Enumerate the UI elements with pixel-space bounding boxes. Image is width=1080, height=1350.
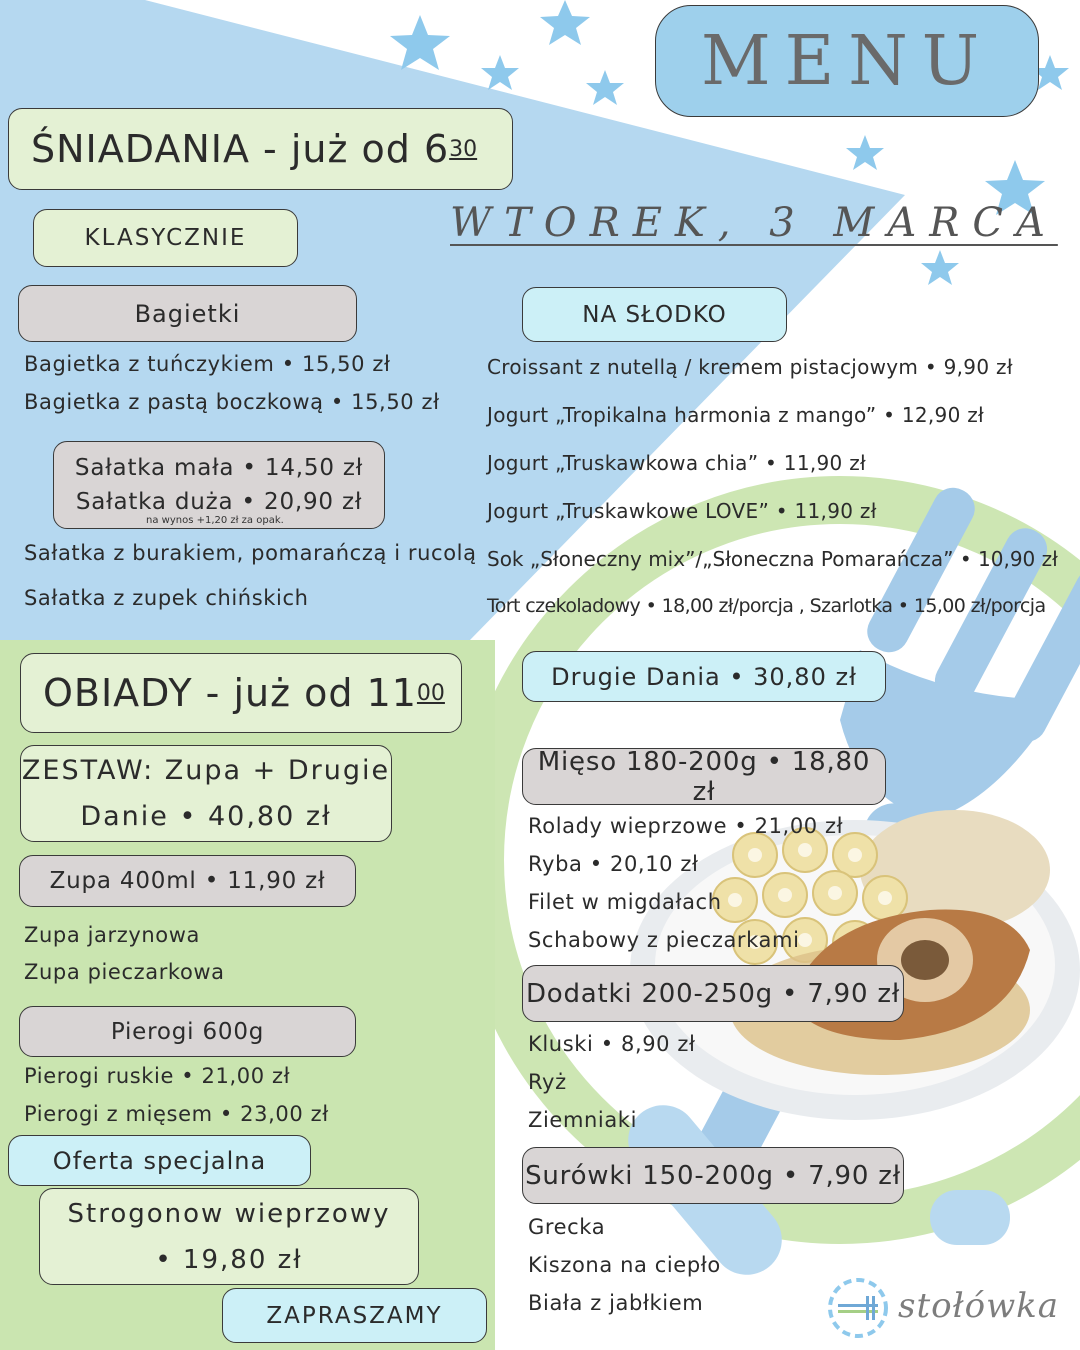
classic-label — [33, 209, 298, 267]
salad-item: Sałatka z zupek chińskich — [24, 586, 309, 610]
soup-heading-text: Zupa 400ml • 11,90 zł — [49, 868, 326, 894]
lunch-set-box — [20, 745, 392, 842]
sweet-heading-text: NA SŁODKO — [582, 301, 727, 328]
special-offer-line1: Strogonow wieprzowy — [67, 1198, 391, 1229]
mains-heading-text: Drugie Dania • 30,80 zł — [551, 662, 857, 691]
pierogi-item: Pierogi z mięsem • 23,00 zł — [24, 1102, 329, 1126]
side-item: Kluski • 8,90 zł — [528, 1032, 696, 1056]
pierogi-heading — [19, 1006, 356, 1057]
lunch-set-line1: ZESTAW: Zupa + Drugie — [21, 754, 391, 786]
meat-item: Rolady wieprzowe • 21,00 zł — [528, 814, 844, 838]
pierogi-heading-text: Pierogi 600g — [110, 1018, 265, 1045]
salad-large-price: Sałatka duża • 20,90 zł — [75, 489, 363, 515]
soup-heading — [19, 855, 356, 907]
special-offer-box — [39, 1188, 419, 1285]
pierogi-item: Pierogi ruskie • 21,00 zł — [24, 1064, 291, 1088]
mains-heading — [522, 651, 886, 702]
baguettes-heading-text: Bagietki — [134, 299, 241, 328]
side-item: Ryż — [528, 1070, 567, 1094]
salads-heading-text: Surówki 150-200g • 7,90 zł — [525, 1160, 901, 1191]
sweet-item: Jogurt „Truskawkowa chia” • 11,90 zł — [487, 451, 867, 475]
sweet-item: Sok „Słoneczny mix”/„Słoneczna Pomarańcza” • 10,90 zł — [487, 547, 1058, 571]
lunch-set-line2: Danie • 40,80 zł — [80, 800, 332, 832]
soup-item: Zupa pieczarkowa — [24, 960, 225, 984]
baguettes-heading — [18, 285, 357, 342]
baguette-item: Bagietka z pastą boczkową • 15,50 zł — [24, 390, 440, 414]
sweet-heading — [522, 287, 787, 342]
meat-heading — [522, 748, 886, 805]
side-item: Ziemniaki — [528, 1108, 638, 1132]
salad-small-price: Sałatka mała • 14,50 zł — [74, 455, 364, 481]
special-offer-heading — [8, 1135, 311, 1186]
sweet-item: Jogurt „Truskawkowe LOVE” • 11,90 zł — [487, 499, 877, 523]
welcome-badge — [222, 1288, 487, 1343]
welcome-badge-text: ZAPRASZAMY — [266, 1302, 443, 1329]
meat-item: Schabowy z pieczarkami — [528, 928, 800, 952]
sides-heading — [522, 965, 904, 1022]
meat-item: Ryba • 20,10 zł — [528, 852, 699, 876]
blob — [930, 1190, 1010, 1245]
lunch-title-text: OBIADY - już od 11 — [43, 671, 417, 715]
meat-item: Filet w migdałach — [528, 890, 722, 914]
logo-text: stołówka — [898, 1286, 1060, 1326]
lunch-title — [20, 653, 462, 733]
salad-side-item: Grecka — [528, 1215, 606, 1239]
salad-side-item: Biała z jabłkiem — [528, 1291, 704, 1315]
logo-icon — [826, 1276, 890, 1340]
salads-heading — [522, 1147, 904, 1204]
lunch-title-sup: 00 — [416, 680, 445, 706]
takeaway-note: na wynos +1,20 zł za opak. — [146, 515, 284, 526]
salad-side-item: Kiszona na ciepło — [528, 1253, 721, 1277]
salad-item: Sałatka z burakiem, pomarańczą i rucolą — [24, 541, 477, 565]
special-offer-line2: • 19,80 zł — [155, 1244, 303, 1275]
menu-title: MENU — [655, 5, 1039, 117]
sweet-item: Jogurt „Tropikalna harmonia z mango” • 12,90 zł — [487, 403, 985, 427]
menu-date: WTOREK, 3 MARCA — [450, 200, 1058, 246]
baguette-item: Bagietka z tuńczykiem • 15,50 zł — [24, 352, 391, 376]
classic-label-text: KLASYCZNIE — [84, 225, 247, 251]
special-offer-heading-text: Oferta specjalna — [52, 1146, 267, 1175]
sweet-item: Tort czekoladowy • 18,00 zł/porcja , Szarlotka • 15,00 zł/porcja — [487, 595, 1046, 617]
breakfast-title — [8, 108, 513, 190]
sweet-item: Croissant z nutellą / kremem pistacjowym • 9,90 zł — [487, 355, 1013, 379]
breakfast-title-text: ŚNIADANIA - już od 6 — [31, 127, 450, 171]
sides-heading-text: Dodatki 200-250g • 7,90 zł — [525, 978, 901, 1009]
soup-item: Zupa jarzynowa — [24, 923, 200, 947]
breakfast-title-sup: 30 — [449, 136, 478, 162]
meat-heading-text: Mięso 180-200g • 18,80 zł — [537, 746, 871, 807]
